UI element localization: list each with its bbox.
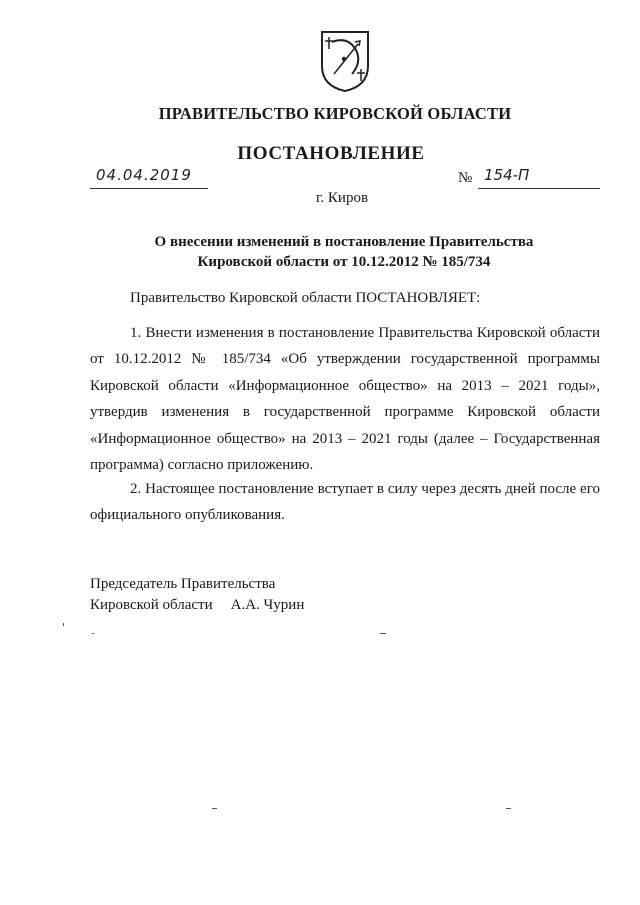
- document-number: 154-П: [484, 166, 530, 184]
- document-subject: [0, 232, 640, 272]
- signature-position-line-1: Председатель Правительства: [90, 576, 276, 592]
- signature-block: [90, 574, 304, 616]
- signature-position-region: Кировской области: [90, 597, 213, 613]
- kirov-oblast-coat-of-arms-icon: [318, 28, 372, 94]
- signature-position-line-2: [90, 595, 304, 616]
- body-item-2: 2. Настоящее постановление вступает в силу через десять дней после его официального опубликования.: [90, 481, 600, 524]
- body-item-1: 1. Внести изменения в постановление Правительства Кировской области от 10.12.2012 № 185/734 «Об утверждении государственной программы Кировской области «Информационное общество» на 2013 – 2021 годы», утвердив изменения в государственной программе Кировской области «Информационное общество» на 2013 – 2021 годы (далее – Государственная программа) согласно приложению.: [90, 325, 600, 474]
- signatory-name: А.А. Чурин: [230, 597, 305, 613]
- document-number-field: [478, 168, 600, 189]
- subject-line-2: Кировской области от 10.12.2012 № 185/734: [197, 254, 491, 270]
- city: г. Киров: [315, 190, 369, 206]
- scan-speck: [380, 633, 386, 634]
- government-title: ПРАВИТЕЛЬСТВО КИРОВСКОЙ ОБЛАСТИ: [158, 104, 512, 123]
- document-date: 04.04.2019: [96, 166, 192, 184]
- scan-speck: [212, 808, 217, 809]
- document-date-field: [90, 168, 208, 189]
- number-label: №: [458, 170, 473, 186]
- preamble: Правительство Кировской области ПОСТАНОВЛЯЕТ:: [130, 290, 481, 306]
- scan-speck: [506, 808, 511, 809]
- subject-line-1: О внесении изменений в постановление Правительства: [154, 234, 534, 250]
- scan-speck: [63, 623, 64, 626]
- document-type: ПОСТАНОВЛЕНИЕ: [237, 143, 425, 164]
- scan-speck: [92, 633, 94, 634]
